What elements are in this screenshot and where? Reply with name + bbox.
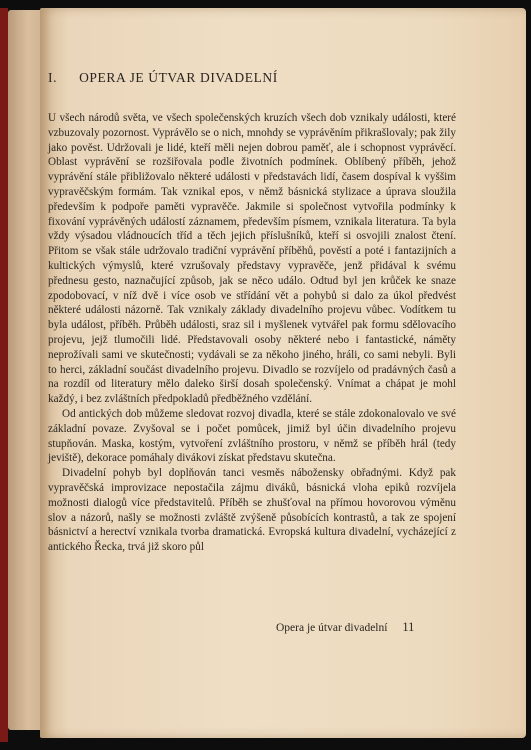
previous-page-edge bbox=[8, 10, 44, 730]
chapter-number: I. bbox=[48, 70, 58, 85]
book-spine bbox=[0, 8, 8, 742]
paragraph: Divadelní pohyb byl doplňován tanci vesměs nábožensky obřadnými. Když pak vypravěčská improvizace nepostačila zájmu diváků, básnická vloha epiků rozvíjela možnosti dialogů více představitelů. Příběh se zhušťoval na přímou hovorovou výměnu slov a názorů, našly se možnosti zvláště zvýšeně působících kontrastů, a tak ze spojení básnictví a herectví vznikala tvorba dramatická. Evropská kultura divadelní, vycházející z antického Řecka, trvá již skoro půl bbox=[48, 467, 456, 554]
paragraph: Od antických dob můžeme sledovat rozvoj divadla, které se stále zdokonalovalo ve své základní povaze. Zvyšoval se i počet pomůcek, jimiž byl účin divadelního projevu stupňován. Maska, kostým, vytvoření zvláštního prostoru, v němž se příběh hrál (tedy jeviště), dekorace pomáhaly divákovi získat představu skutečna. bbox=[48, 407, 456, 465]
page-number: 11 bbox=[402, 620, 415, 634]
chapter-title: OPERA JE ÚTVAR DIVADELNÍ bbox=[79, 70, 278, 85]
paragraph: U všech národů světa, ve všech společenských kruzích všech dob vznikaly události, které vzbuzovaly pozornost. Vyprávělo se o nich, mnohdy se vyprávěním přikrašlovaly; pak žily jako pověst. Udržovali je lidé, kteří měli nejen dobrou paměť, ale i schopnost vyprávěcí. Oblast vyprávění se rozšiřovala podle životních podmínek. Oblíbený příběh, jehož vyprávění stále přibližovalo některé události v představách lidí, časem dospíval k vyššim vypravěčským formám. Tak vznikal epos, v němž básnická stylizace a úprava sloužila především k podpoře paměti vypravěče. Jakmile si společnost vytvořila podmínky k fixování vyprávěných událostí záznamem, především písmem, vznikala literatura. Ta byla vždy výsadou vládnoucích tříd a těch jejich příslušníků, kteří si osvojili znalost čtení. Přitom se však stále udržovalo tradiční vyprávění příběhů, pověstí a poté i fantazijních a kultických výmyslů, které vzrušovaly představy vypravěče, jenž přidával k svému přednesu gesto, naznačující způsob, jak se něco událo. Odtud byl jen krůček ke snaze zpodobovací, v níž dvě i více osob ve střídání vět a pohybů si dalo za úkol předvést některé události názorně. Tak vznikaly základy divadelního projevu vůbec. Vodítkem tu byla událost, příběh. Průběh události, sraz sil i myšlenek vytvářel pak formu sdělovacího projevu, jejž tlumočili lidé. Představovali osoby některé nebo i fantastické, náměty neprožívali sami ve skutečnosti; vydávali se za někoho jiného, hráli, co sami nebyli. Byli to herci, základní součást divadelního projevu. Divadlo se rozvíjelo od pradávných časů a na rozdíl od literatury mělo daleko širší dosah společenský. Vnímat a chápat je mohl každý, i bez zvláštních předpokladů předběžného vzdělání. bbox=[48, 112, 456, 406]
page-footer bbox=[276, 620, 446, 635]
chapter-heading bbox=[48, 70, 278, 86]
running-head: Opera je útvar divadelní bbox=[276, 622, 388, 634]
body-text bbox=[48, 111, 456, 555]
